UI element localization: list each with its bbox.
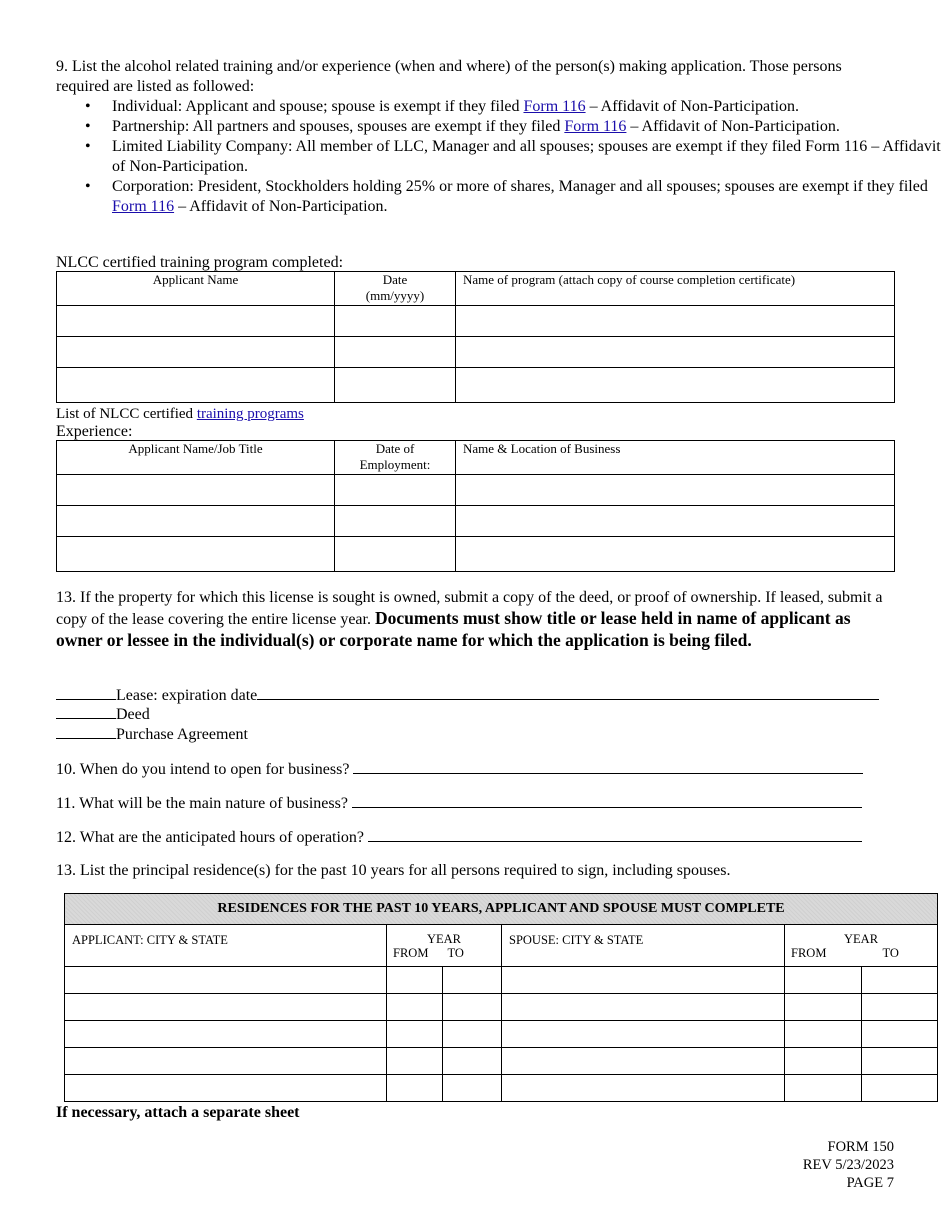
spouse-header-text: SPOUSE: CITY & STATE [509,933,644,947]
to-label: TO [882,946,899,960]
bullet-text: – Affidavit of Non-Participation. [626,118,840,135]
residence-cell[interactable] [862,1048,938,1075]
footer-revision: REV 5/23/2023 [802,1157,894,1173]
experience-cell[interactable] [335,506,456,537]
residences-note: If necessary, attach a separate sheet [56,1104,300,1121]
q10-row [56,759,896,780]
experience-cell[interactable] [57,475,335,506]
q9-intro: 9. List the alcohol related training and/or experience (when and where) of the person(s) making application. Those persons required are listed as followed: [56,58,842,95]
residence-cell[interactable] [65,1075,387,1102]
residence-cell[interactable] [443,1075,502,1102]
residence-cell[interactable] [387,1021,443,1048]
q10-label: 10. When do you intend to open for business? [56,761,350,778]
residence-cell[interactable] [785,994,862,1021]
from-to-label [785,946,937,960]
training-table [56,271,895,403]
training-cell[interactable] [335,337,456,368]
from-to-label [387,946,501,960]
ownership-deed-row [56,704,150,725]
bullet-text: Individual: Applicant and spouse; spouse is exempt if they filed [112,98,524,115]
residence-cell[interactable] [502,1075,785,1102]
residence-cell[interactable] [862,967,938,994]
from-label: FROM [393,946,429,960]
training-caption: NLCC certified training program completed: [56,254,344,271]
training-list-line [56,404,304,424]
residence-cell[interactable] [65,994,387,1021]
footer-form-number: FORM 150 [827,1139,894,1155]
training-col-name: Applicant Name [57,272,335,306]
experience-cell[interactable] [335,537,456,572]
training-cell[interactable] [57,306,335,337]
lease-label: Lease: expiration date [116,687,258,704]
q9-bullet-list [56,97,950,217]
training-cell[interactable] [456,306,895,337]
residence-cell[interactable] [387,1075,443,1102]
bullet-partnership [112,117,950,137]
residence-cell[interactable] [443,967,502,994]
experience-table [56,440,895,572]
form-116-link[interactable]: Form 116 [112,198,175,215]
training-cell[interactable] [335,368,456,403]
lease-expiration-field[interactable] [257,685,879,700]
q13-property-bold: Documents must show title or lease held in name of applicant as owner or lessee in the individual(s) or corporate name for which the application is being filed. [56,608,851,650]
year-label: YEAR [426,932,461,946]
training-list-prefix: List of NLCC certified [56,406,197,422]
to-label: TO [447,946,464,960]
experience-col-business: Name & Location of Business [456,441,895,475]
form-116-link[interactable]: Form 116 [523,98,586,115]
residence-cell[interactable] [502,994,785,1021]
footer-page-number: PAGE 7 [846,1175,894,1191]
residence-cell[interactable] [862,994,938,1021]
residences-applicant-header [65,925,387,967]
deed-check-blank[interactable] [56,704,116,719]
year-label: YEAR [844,932,879,946]
residence-cell[interactable] [785,1075,862,1102]
bullet-text: Corporation: President, Stockholders holding 25% or more of shares, Manager and all spouses; spouses are exempt if they filed [112,178,928,195]
training-programs-link[interactable]: training programs [196,406,304,422]
q11-row [56,793,896,814]
experience-cell[interactable] [57,537,335,572]
bullet-text: Limited Liability Company: All member of LLC, Manager and all spouses; spouses are exempt if they filed Form 116 – Affidavit of Non-Participation. [112,138,941,175]
residence-cell[interactable] [65,967,387,994]
training-cell[interactable] [335,306,456,337]
residences-spouse-year-header [785,925,938,967]
residence-cell[interactable] [862,1021,938,1048]
bullet-text: – Affidavit of Non-Participation. [585,98,800,115]
purchase-check-blank[interactable] [56,724,116,739]
residences-spouse-header [502,925,785,967]
q12-row [56,827,896,848]
bullet-corporation [112,177,950,217]
residence-cell[interactable] [785,1021,862,1048]
residence-cell[interactable] [443,994,502,1021]
q11-answer-field[interactable] [352,793,862,808]
bullet-text: Partnership: All partners and spouses, spouses are exempt if they filed [112,118,565,135]
training-cell[interactable] [456,337,895,368]
applicant-header-text: APPLICANT: CITY & STATE [72,933,228,947]
residence-cell[interactable] [502,1048,785,1075]
deed-label: Deed [116,706,150,723]
q12-label: 12. What are the anticipated hours of operation? [56,829,365,846]
training-cell[interactable] [57,337,335,368]
experience-caption: Experience: [56,423,133,440]
experience-cell[interactable] [456,537,895,572]
residences-applicant-year-header [387,925,502,967]
q11-label: 11. What will be the main nature of business? [56,795,348,812]
residence-cell[interactable] [443,1021,502,1048]
residence-cell[interactable] [862,1075,938,1102]
experience-col-name: Applicant Name/Job Title [57,441,335,475]
residences-table [64,893,938,1102]
training-col-date: Date (mm/yyyy) [335,272,456,306]
q10-answer-field[interactable] [353,759,863,774]
purchase-label: Purchase Agreement [116,726,248,743]
residence-cell[interactable] [65,1021,387,1048]
experience-cell[interactable] [335,475,456,506]
residence-cell[interactable] [785,967,862,994]
q13-property [56,588,896,652]
from-label: FROM [791,946,827,960]
residence-cell[interactable] [502,967,785,994]
residence-cell[interactable] [387,967,443,994]
residence-cell[interactable] [65,1048,387,1075]
ownership-lease-row [56,685,896,706]
bullet-individual [112,97,950,117]
q13-residences-text: 13. List the principal residence(s) for the past 10 years for all persons required to sign, including spouses. [56,862,731,879]
lease-check-blank[interactable] [56,685,116,700]
experience-cell[interactable] [456,475,895,506]
residence-cell[interactable] [502,1021,785,1048]
bullet-llc [112,137,950,177]
residence-cell[interactable] [443,1048,502,1075]
residence-cell[interactable] [785,1048,862,1075]
training-col-program: Name of program (attach copy of course completion certificate) [456,272,895,306]
residence-cell[interactable] [387,994,443,1021]
form-footer [803,1138,894,1192]
experience-col-date: Date of Employment: [335,441,456,475]
bullet-text: – Affidavit of Non-Participation. [174,198,388,215]
ownership-purchase-row [56,724,248,745]
form-116-link[interactable]: Form 116 [564,118,627,135]
q12-answer-field[interactable] [368,827,862,842]
residences-title: RESIDENCES FOR THE PAST 10 YEARS, APPLICANT AND SPOUSE MUST COMPLETE [65,894,938,925]
training-cell[interactable] [456,368,895,403]
residence-cell[interactable] [387,1048,443,1075]
q13-property-text: 13. If the property for which this license is sought is owned, submit a copy of the deed, or proof of ownership. If leased, submit a copy of the lease covering the entire license year. [56,589,883,628]
experience-cell[interactable] [57,506,335,537]
experience-cell[interactable] [456,506,895,537]
training-cell[interactable] [57,368,335,403]
